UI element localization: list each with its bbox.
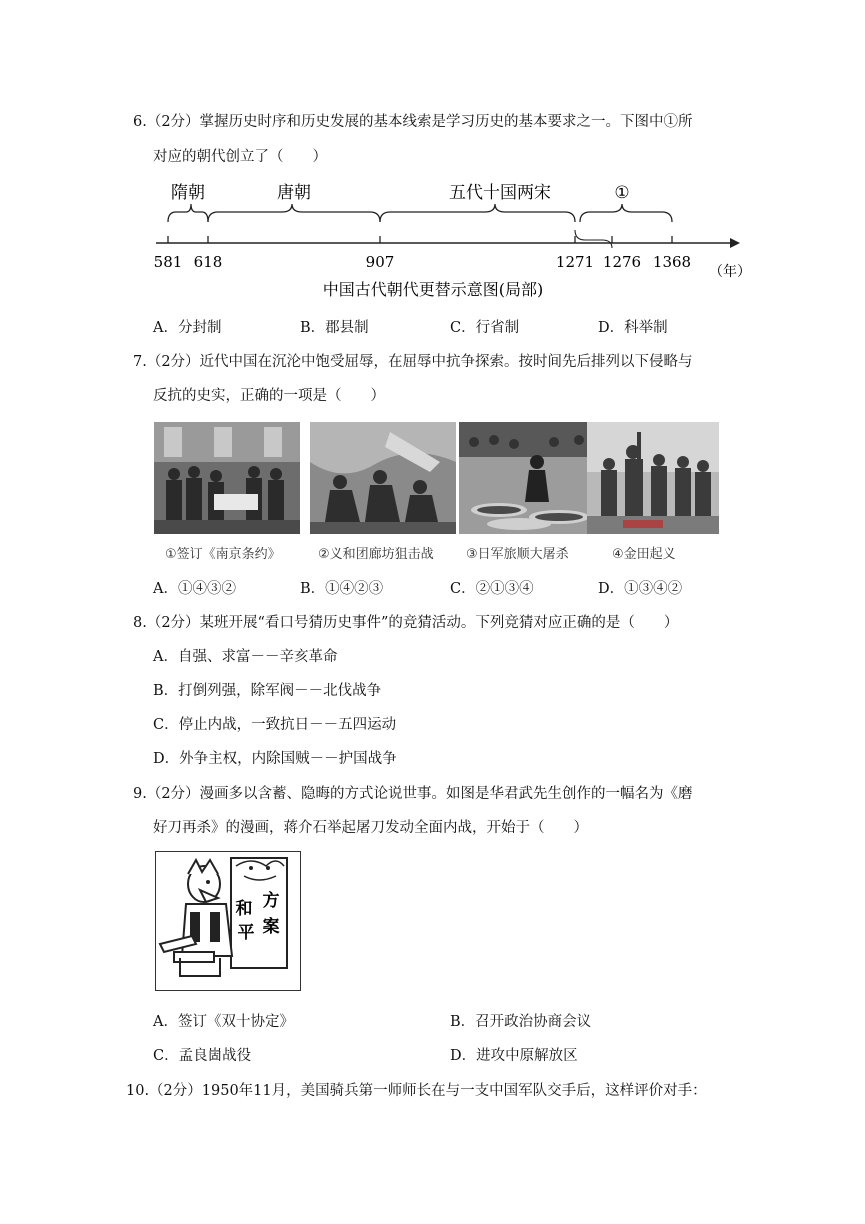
q6-option-b[interactable]: B．郡县制 [300,320,369,336]
timeline-label-circle1: ① [614,183,630,203]
q8-option-a[interactable]: A．自强、求富－－辛亥革命 [153,649,338,665]
caption-nanjing-treaty: ①签订《南京条约》 [165,547,281,562]
caption-jintian-uprising: ④金田起义 [612,547,676,562]
q8-option-c[interactable]: C．停止内战，一致抗日－－五四运动 [153,717,397,733]
q8-stem-line1: 8.（2分）某班开展“看口号猜历史事件”的竞猜活动。下列竞猜对应正确的是（ ） [133,615,679,631]
cartoon-char-fang: 方 [262,891,280,911]
dynasty-timeline [150,172,760,304]
timeline-label-sui: 隋朝 [171,183,205,203]
q7-stem-line1: 7.（2分）近代中国在沉沦中饱受屈辱，在屈辱中抗争探索。按时间先后排列以下侵略与 [133,354,693,370]
caption-boxer-battle: ②义和团廊坊狙击战 [318,547,434,562]
timeline-label-tang: 唐朝 [277,183,311,203]
q10-stem-line1: 10.（2分）1950年11月，美国骑兵第一师师长在与一支中国军队交手后，这样评价对手： [126,1083,707,1099]
axis-arrow [730,238,740,248]
q9-option-b[interactable]: B．召开政治协商会议 [450,1014,592,1030]
brace-wudai [380,204,575,222]
brace-tang [208,204,380,222]
brace-circle1 [580,204,672,222]
year-unit: （年） [709,264,751,280]
caption-lushun-massacre: ③日军旅顺大屠杀 [466,547,569,562]
year-1368: 1368 [652,253,692,271]
year-581: 581 [153,253,183,271]
q6-option-c[interactable]: C．行省制 [450,320,520,336]
timeline-caption: 中国古代朝代更替示意图(局部) [322,280,544,299]
year-618: 618 [193,253,223,271]
q6-option-a[interactable]: A．分封制 [153,320,222,336]
photo-lushun-massacre [459,422,605,534]
q9-option-a[interactable]: A．签订《双十协定》 [153,1014,294,1030]
q9-stem-line2: 好刀再杀》的漫画，蒋介石举起屠刀发动全面内战，开始于（ ） [153,820,588,836]
photo-nanjing-treaty [154,422,300,534]
year-907: 907 [365,253,395,271]
photo-jintian-uprising [587,422,719,534]
q9-stem-line1: 9.（2分）漫画多以含蓄、隐晦的方式论说世事。如图是华君武先生创作的一幅名为《磨 [133,786,693,802]
q7-option-a[interactable]: A．①④③② [153,581,236,597]
q7-option-c[interactable]: C．②①③④ [450,581,534,597]
q6-stem-line1: 6.（2分）掌握历史时序和历史发展的基本线索是学习历史的基本要求之一。下图中①所 [133,114,693,130]
q9-option-d[interactable]: D．进攻中原解放区 [450,1048,578,1064]
q8-option-b[interactable]: B．打倒列强，除军阀－－北伐战争 [153,683,382,699]
cartoon-char-he: 和 [235,899,253,919]
timeline-label-wudai: 五代十国两宋 [449,183,551,203]
q7-stem-line2: 反抗的史实，正确的一项是（ ） [153,388,385,404]
photo-boxer-battle [310,422,456,534]
q9-option-c[interactable]: C．孟良崮战役 [153,1048,252,1064]
year-1271: 1271 [555,253,595,271]
year-1276: 1276 [602,253,642,271]
q6-stem-line2: 对应的朝代创立了（ ） [153,149,327,165]
cartoon-char-ping: 平 [237,923,255,943]
brace-lower [575,230,612,248]
q8-option-d[interactable]: D．外争主权，内除国贼－－护国战争 [153,751,397,767]
q7-option-d[interactable]: D．①③④② [598,581,683,597]
cartoon-char-an: 案 [262,917,280,937]
brace-sui [168,204,208,222]
cartoon-frame [155,851,301,991]
q6-option-d[interactable]: D．科举制 [598,320,668,336]
q7-option-b[interactable]: B．①④②③ [300,581,384,597]
